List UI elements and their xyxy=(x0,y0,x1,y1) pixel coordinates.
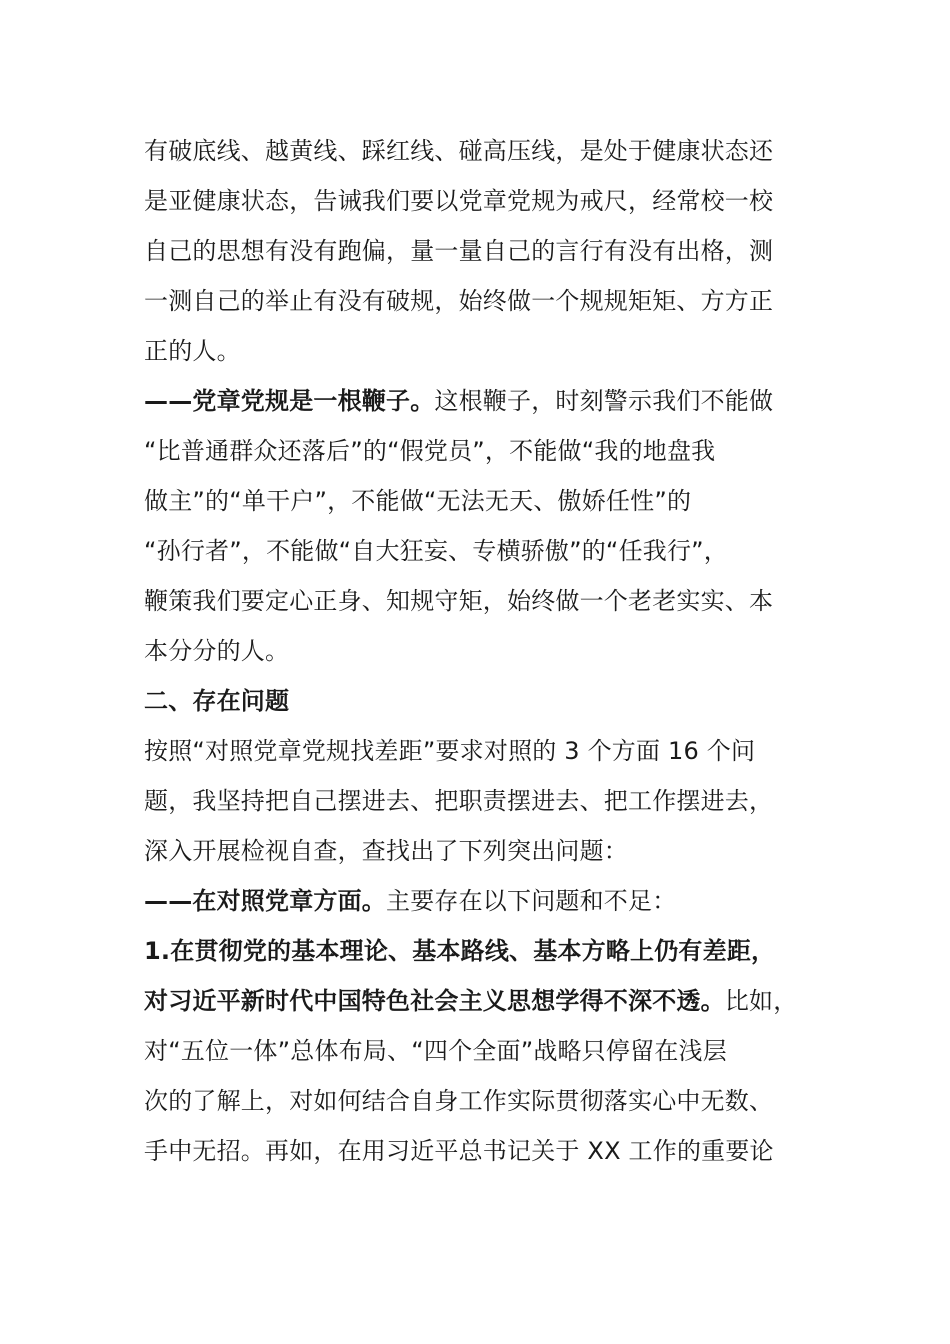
text-segment: 手中无招。再如，在用习近平总书记关于 XX 工作的重要论 xyxy=(144,1137,774,1165)
text-line xyxy=(144,726,816,776)
text-segment: 自己的思想有没有跑偏，量一量自己的言行有没有出格，测 xyxy=(144,237,774,265)
text-line xyxy=(144,776,816,826)
text-line xyxy=(144,876,816,926)
bold-text-segment: 1.在贯彻党的基本理论、基本路线、基本方略上仍有差距， xyxy=(144,937,776,965)
text-line xyxy=(144,226,816,276)
text-segment: 深入开展检视自查，查找出了下列突出问题： xyxy=(144,837,628,865)
text-segment: 鞭策我们要定心正身、知规守矩，始终做一个老老实实、本 xyxy=(144,587,774,615)
text-segment: 是亚健康状态，告诫我们要以党章党规为戒尺，经常校一校 xyxy=(144,187,774,215)
text-line xyxy=(144,976,816,1026)
text-line xyxy=(144,376,816,426)
text-segment: 这根鞭子，时刻警示我们不能做 xyxy=(434,387,774,415)
text-segment: 做主”的“单干户”，不能做“无法无天、傲娇任性”的 xyxy=(144,487,692,515)
text-segment: 次的了解上，对如何结合自身工作实际贯彻落实心中无数、 xyxy=(144,1087,774,1115)
text-line xyxy=(144,476,816,526)
text-segment: 本分分的人。 xyxy=(144,637,290,665)
text-line xyxy=(144,1026,816,1076)
bold-text-segment: ——党章党规是一根鞭子。 xyxy=(144,387,435,415)
text-line xyxy=(144,626,816,676)
text-line xyxy=(144,676,816,726)
text-line xyxy=(144,426,816,476)
text-line xyxy=(144,926,816,976)
text-line xyxy=(144,326,816,376)
bold-text-segment: 二、存在问题 xyxy=(144,687,290,715)
bold-text-segment: ——在对照党章方面。 xyxy=(144,887,386,915)
text-line xyxy=(144,826,816,876)
text-segment: 按照“对照党章党规找差距”要求对照的 3 个方面 16 个问 xyxy=(144,737,756,765)
text-line xyxy=(144,176,816,226)
text-segment: 题，我坚持把自己摆进去、把职责摆进去、把工作摆进去， xyxy=(144,787,774,815)
text-line xyxy=(144,1076,816,1126)
text-segment: 正的人。 xyxy=(144,337,241,365)
text-line xyxy=(144,1126,816,1176)
text-line xyxy=(144,576,816,626)
text-segment: 有破底线、越黄线、踩红线、碰高压线，是处于健康状态还 xyxy=(144,137,774,165)
text-segment: 一测自己的举止有没有破规，始终做一个规规矩矩、方方正 xyxy=(144,287,774,315)
bold-text-segment: 对习近平新时代中国特色社会主义思想学得不深不透。 xyxy=(144,987,725,1015)
text-line xyxy=(144,526,816,576)
text-line xyxy=(144,276,816,326)
text-line xyxy=(144,126,816,176)
text-segment: “孙行者”，不能做“自大狂妄、专横骄傲”的“任我行”， xyxy=(144,537,728,565)
text-segment: 对“五位一体”总体布局、“四个全面”战略只停留在浅层 xyxy=(144,1037,727,1065)
text-segment: 主要存在以下问题和不足： xyxy=(386,887,677,915)
text-segment: “比普通群众还落后”的“假党员”，不能做“我的地盘我 xyxy=(144,437,716,465)
document-body xyxy=(144,126,816,1176)
text-segment: 比如， xyxy=(724,987,798,1015)
